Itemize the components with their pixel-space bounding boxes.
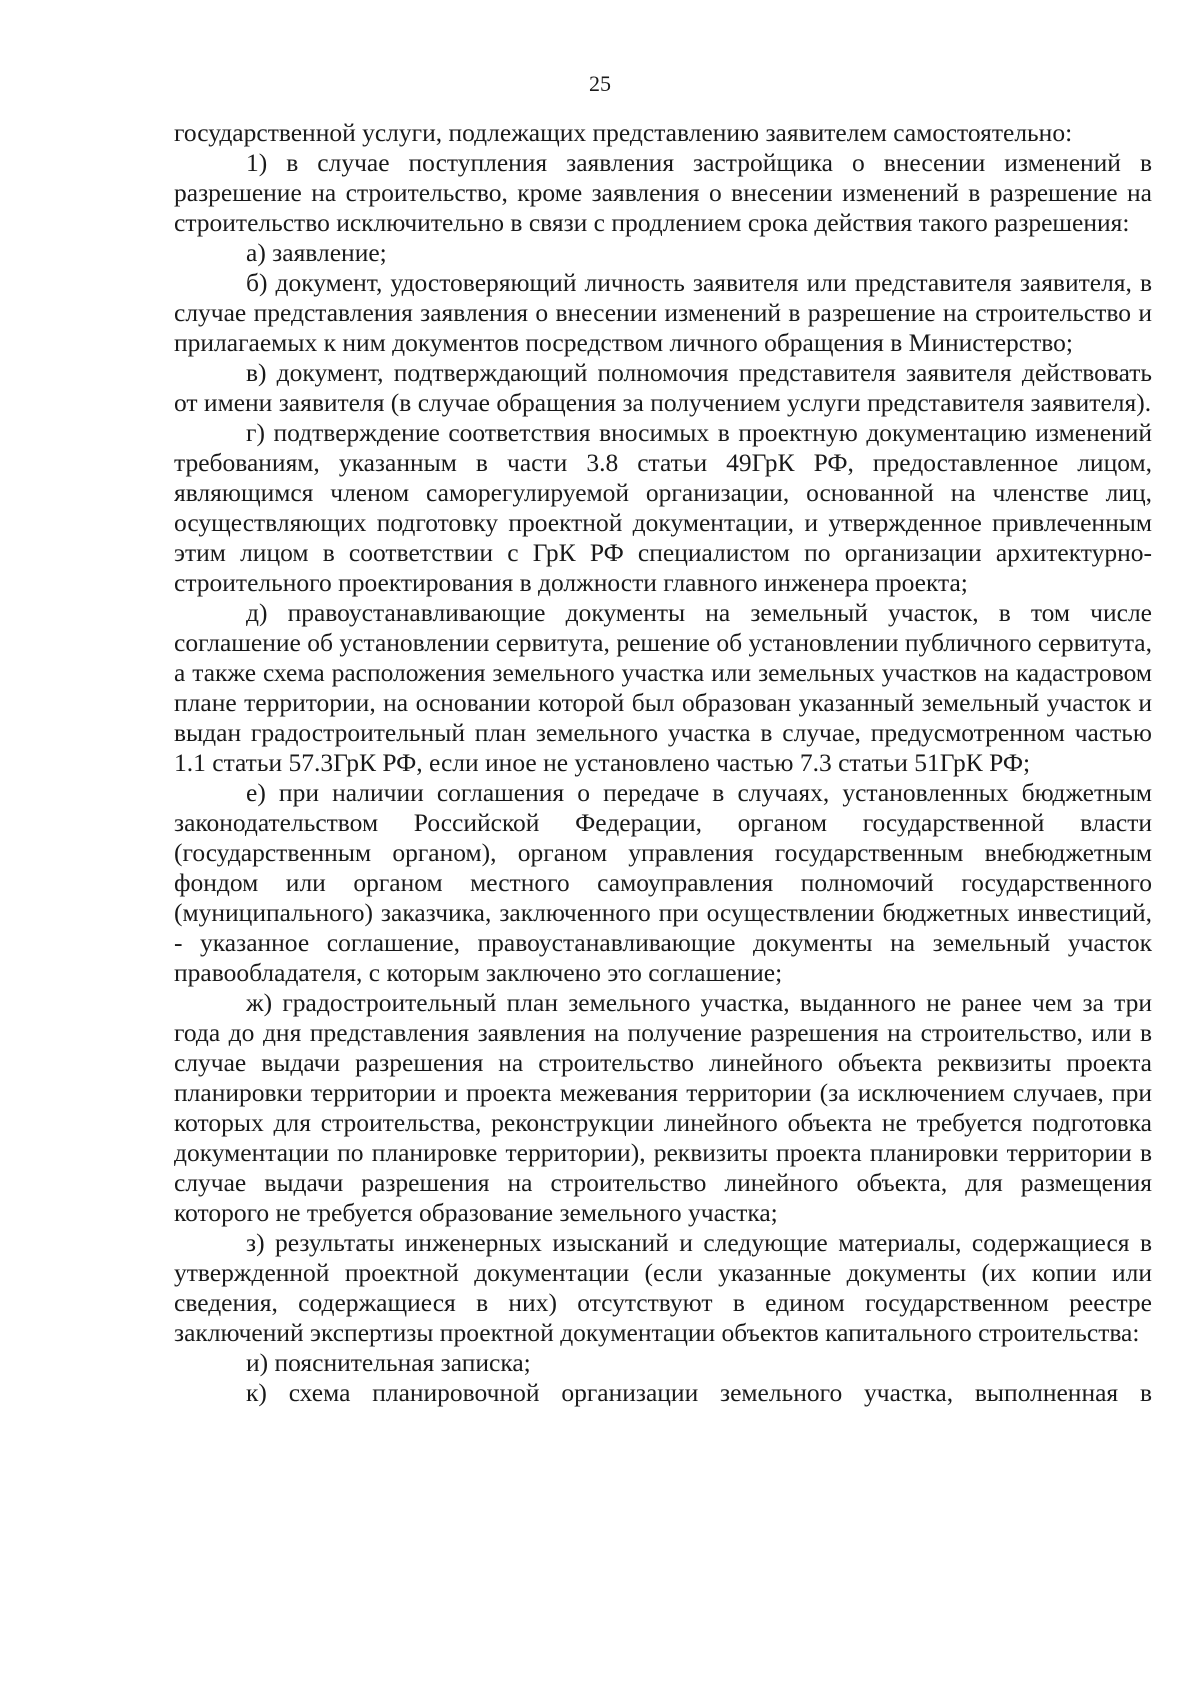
paragraph: г) подтверждение соответствия вносимых в проектную документацию изменений требованиям, указанным в части 3.8 статьи 49ГрК РФ, предоставленное лицом, являющимся членом саморегулируемой организации, основанной на членстве лиц, осуществляющих подготовку проектной документации, и утвержденное привлеченным этим лицом в соответствии с ГрК РФ специалистом по организации архитектурно-строительного проектирования в должности главного инженера проекта;	[174, 418, 1152, 597]
paragraph: з) результаты инженерных изысканий и следующие материалы, содержащиеся в утвержденной проектной документации (если указанные документы (их копии или сведения, содержащиеся в них) отсутствуют в едином государственном реестре заключений экспертизы проектной документации объектов капитального строительства:	[174, 1228, 1152, 1347]
paragraph: 1) в случае поступления заявления застройщика о внесении изменений в разрешение на строительство, кроме заявления о внесении изменений в разрешение на строительство исключительно в связи с продлением срока действия такого разрешения:	[174, 148, 1152, 237]
paragraph: а) заявление;	[246, 238, 387, 267]
paragraph: в) документ, подтверждающий полномочия представителя заявителя действовать от имени заявителя (в случае обращения за получением услуги представителя заявителя).	[174, 358, 1152, 417]
paragraph: е) при наличии соглашения о передаче в случаях, установленных бюджетным законодательством Российской Федерации, органом государственной власти (государственным органом), органом управления государственным внебюджетным фондом или органом местного самоуправления полномочий государственного (муниципального) заказчика, заключенного при осуществлении бюджетных инвестиций, - указанное соглашение, правоустанавливающие документы на земельный участок правообладателя, с которым заключено это соглашение;	[174, 778, 1152, 987]
paragraph: и) пояснительная записка;	[246, 1348, 531, 1377]
paragraph: ж) градостроительный план земельного участка, выданного не ранее чем за три года до дня представления заявления на получение разрешения на строительство, или в случае выдачи разрешения на строительство линейного объекта реквизиты проекта планировки территории и проекта межевания территории (за исключением случаев, при которых для строительства, реконструкции линейного объекта не требуется подготовка документации по планировке территории), реквизиты проекта планировки территории в случае выдачи разрешения на строительство линейного объекта, для размещения которого не требуется образование земельного участка;	[174, 988, 1152, 1227]
page-number: 25	[589, 71, 611, 96]
document-body	[174, 118, 1152, 1408]
paragraph: государственной услуги, подлежащих представлению заявителем самостоятельно:	[174, 118, 1073, 147]
paragraph: д) правоустанавливающие документы на земельный участок, в том числе соглашение об установлении сервитута, решение об установлении публичного сервитута, а также схема расположения земельного участка или земельных участков на кадастровом плане территории, на основании которой был образован указанный земельный участок и выдан градостроительный план земельного участка в случае, предусмотренном частью 1.1 статьи 57.3ГрК РФ, если иное не установлено частью 7.3 статьи 51ГрК РФ;	[174, 598, 1152, 777]
paragraph: б) документ, удостоверяющий личность заявителя или представителя заявителя, в случае представления заявления о внесении изменений в разрешение на строительство и прилагаемых к ним документов посредством личного обращения в Министерство;	[174, 268, 1152, 357]
paragraph: к) схема планировочной организации земельного участка, выполненная в	[246, 1378, 1152, 1407]
